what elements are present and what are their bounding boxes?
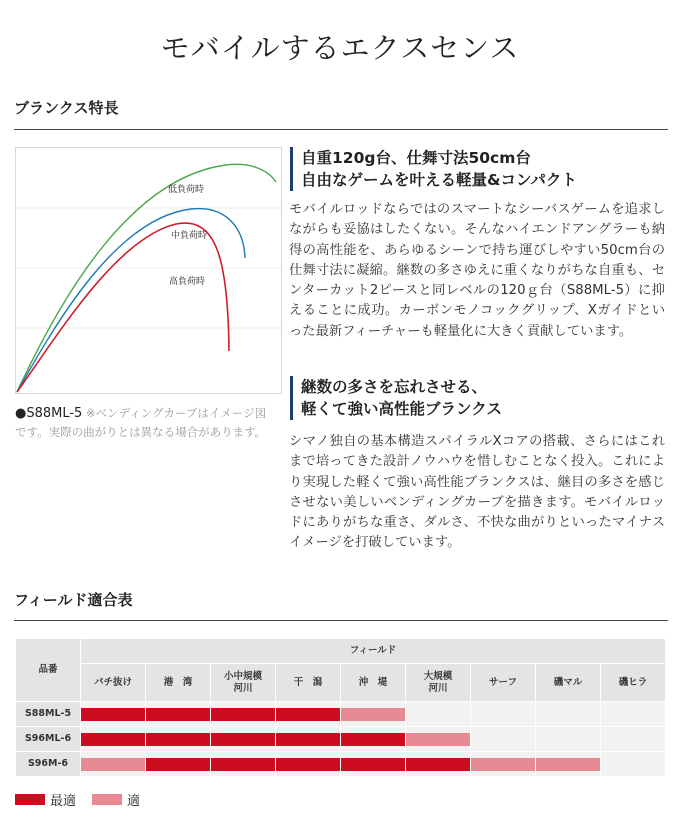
best-rating-bar [146, 733, 210, 746]
model-column-header: 品番 [16, 639, 81, 702]
low-load-label: 低負荷時 [168, 185, 205, 195]
field-header-6: サーフ [471, 664, 536, 702]
best-rating-bar [146, 758, 210, 771]
rating-cell [406, 752, 471, 777]
feature2-heading-line1: 継数の多さを忘れさせる、 [301, 378, 488, 396]
field-header-3: 干 潟 [276, 664, 341, 702]
good-rating-bar [406, 733, 470, 746]
feature2-body: シマノ独自の基本構造スパイラルXコアの搭載、さらにはこれまで培ってきた設計ノウハウを惜しむことなく投入。これにより実現した軽くて強い高性能ブランクスは、継目の多さを感じさせない美しいベンディングカーブを描きます。モバイルロッドにありがちな重さ、ダルさ、不快な曲がりといったマイナスイメージを打破しています。 [289, 434, 665, 551]
field-header-1: 港 湾 [146, 664, 211, 702]
best-rating-bar [276, 733, 340, 746]
legend-best-swatch [15, 794, 45, 805]
best-rating-bar [276, 708, 340, 721]
field-header-2: 小中規模 河川 [211, 664, 276, 702]
field-header-7: 磯マル [536, 664, 601, 702]
field-header-0: バチ抜け [81, 664, 146, 702]
field-header-8: 磯ヒラ [601, 664, 666, 702]
best-rating-bar [276, 758, 340, 771]
best-rating-bar [341, 758, 405, 771]
blanks-section-heading: ブランクス特長 [14, 99, 119, 117]
table-row [16, 727, 666, 752]
high-load-curve [17, 223, 229, 392]
field-header-4: 沖 堤 [341, 664, 406, 702]
rating-cell [341, 727, 406, 752]
row-model-label: S96ML-6 [16, 727, 81, 752]
rating-cell [471, 752, 536, 777]
good-rating-bar [471, 758, 535, 771]
feature1-heading [290, 147, 577, 191]
best-rating-bar [81, 708, 145, 721]
rating-cell [406, 702, 471, 727]
rating-cell [601, 752, 666, 777]
good-rating-bar [341, 708, 405, 721]
best-rating-bar [146, 708, 210, 721]
field-section-heading: フィールド適合表 [14, 591, 133, 609]
rating-cell [81, 727, 146, 752]
legend-good-label: 適 [127, 794, 141, 809]
field-header-5: 大規模 河川 [406, 664, 471, 702]
legend-best-label: 最適 [50, 794, 77, 809]
table-row [16, 702, 666, 727]
mid-load-label: 中負荷時 [171, 231, 208, 241]
feature2-heading [290, 376, 502, 420]
rating-cell [341, 702, 406, 727]
feature1-heading-line2: 自由なゲームを叶える軽量&コンパクト [301, 171, 577, 189]
bending-curve-figure [15, 147, 282, 394]
rating-cell [211, 727, 276, 752]
good-rating-bar [536, 758, 600, 771]
rating-cell [211, 702, 276, 727]
rating-cell [276, 702, 341, 727]
rating-cell [536, 727, 601, 752]
feature2-heading-line2: 軽くて強い高性能ブランクス [301, 400, 503, 418]
best-rating-bar [211, 708, 275, 721]
figure-caption-note: ※ベンディングカーブはイメージ図です。実際の曲がりとは異なる場合があります。 [15, 406, 267, 439]
best-rating-bar [341, 733, 405, 746]
best-rating-bar [406, 758, 470, 771]
rating-cell [341, 752, 406, 777]
low-load-curve [17, 164, 276, 392]
legend-best [15, 790, 76, 809]
figure-caption [15, 404, 277, 442]
rating-cell [276, 727, 341, 752]
field-suitability-table [15, 638, 666, 777]
rating-cell [211, 752, 276, 777]
best-rating-bar [211, 733, 275, 746]
feature1-heading-line1: 自重120g台、仕舞寸法50cm台 [301, 149, 531, 167]
rating-cell [81, 702, 146, 727]
row-model-label: S96M-6 [16, 752, 81, 777]
rating-cell [146, 727, 211, 752]
rating-cell [276, 752, 341, 777]
legend-good [92, 790, 140, 809]
rating-cell [536, 702, 601, 727]
legend [15, 790, 156, 809]
rating-cell [406, 727, 471, 752]
best-rating-bar [81, 733, 145, 746]
high-load-label: 高負荷時 [169, 277, 206, 287]
rating-cell [146, 702, 211, 727]
rating-cell [81, 752, 146, 777]
blanks-section-divider [14, 129, 668, 130]
bending-curve-chart [16, 148, 283, 395]
field-section-divider [14, 620, 668, 621]
rating-cell [536, 752, 601, 777]
field-group-header: フィールド [81, 639, 666, 664]
table-row [16, 752, 666, 777]
rating-cell [601, 702, 666, 727]
page-title: モバイルするエクスセンス [160, 31, 520, 65]
rating-cell [601, 727, 666, 752]
rating-cell [471, 702, 536, 727]
rating-cell [146, 752, 211, 777]
legend-good-swatch [92, 794, 122, 805]
best-rating-bar [211, 758, 275, 771]
good-rating-bar [81, 758, 145, 771]
figure-caption-model: ●S88ML-5 [15, 406, 83, 421]
row-model-label: S88ML-5 [16, 702, 81, 727]
rating-cell [471, 727, 536, 752]
feature1-body: モバイルロッドならではのスマートなシーバスゲームを追求しながらも妥協はしたくない。そんなハイエンドアングラーも納得の高性能を、あらゆるシーンで持ち運びしやすい50cm台の仕舞寸法に凝縮。継数の多さゆえに重くなりがちな自重も、センターカット2ピースと同レベルの120ｇ台（S88ML-5）に抑えることに成功。カーボンモノコックグリップ、Xガイドといった最新フィーチャーも軽量化に大きく貢献しています。 [289, 202, 665, 339]
